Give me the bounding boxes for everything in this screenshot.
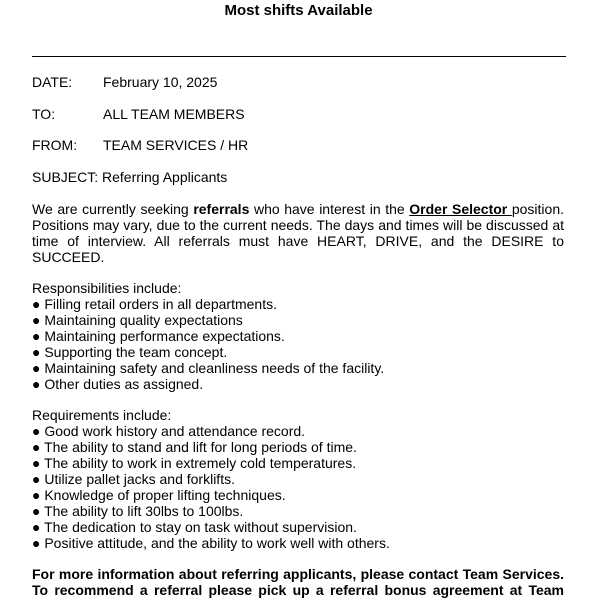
memo-subject-row (32, 168, 227, 186)
contact-paragraph (32, 566, 564, 598)
contact-line-1: For more information about referring applicants, please contact Team Services. (32, 566, 564, 582)
list-item: ● Maintaining performance expectations. (32, 328, 285, 344)
date-value: February 10, 2025 (103, 74, 218, 90)
subject-value: Referring Applicants (102, 169, 228, 185)
list-item: ● The ability to lift 30lbs to 100lbs. (32, 503, 244, 519)
document-title: Most shifts Available (224, 2, 373, 19)
list-item: ● Maintaining quality expectations (32, 312, 243, 328)
responsibilities-section (32, 280, 572, 392)
memo-date-row (32, 73, 217, 91)
list-item: ● Utilize pallet jacks and forklifts. (32, 471, 235, 487)
memo-to-row (32, 105, 245, 123)
intro-text-2: who have interest in the (249, 201, 410, 217)
list-item: ● Filling retail orders in all departments. (32, 296, 277, 312)
from-value: TEAM SERVICES / HR (103, 137, 249, 153)
memo-from-row (32, 136, 248, 154)
requirements-heading: Requirements include: (32, 407, 172, 423)
responsibilities-list (32, 296, 572, 392)
to-value: ALL TEAM MEMBERS (103, 106, 245, 122)
contact-line-2: To recommend a referral please pick up a referral bonus agreement at Team (32, 582, 564, 598)
list-item: ● Supporting the team concept. (32, 344, 228, 360)
referrals-emphasis: referrals (193, 201, 250, 217)
intro-text-3: position. Positions may vary, due to the current needs. The days and times will be discussed at time of interview. All referrals must have HEART, DRIVE, and the DESIRE to SUCCEED. (32, 201, 564, 265)
header-divider (32, 56, 566, 57)
list-item: ● Maintaining safety and cleanliness needs of the facility. (32, 360, 385, 376)
from-label: FROM: (32, 137, 78, 153)
list-item: ● Good work history and attendance record. (32, 423, 306, 439)
list-item: ● Positive attitude, and the ability to work well with others. (32, 535, 390, 551)
requirements-section (32, 407, 572, 551)
requirements-list (32, 423, 572, 551)
list-item: ● The dedication to stay on task without supervision. (32, 519, 357, 535)
list-item: ● Other duties as assigned. (32, 376, 204, 392)
date-label: DATE: (32, 74, 73, 90)
responsibilities-heading: Responsibilities include: (32, 280, 182, 296)
position-title: Order Selector (409, 201, 512, 217)
list-item: ● The ability to stand and lift for long periods of time. (32, 439, 357, 455)
list-item: ● The ability to work in extremely cold temperatures. (32, 455, 357, 471)
list-item: ● Knowledge of proper lifting techniques. (32, 487, 286, 503)
to-label: TO: (32, 106, 56, 122)
intro-text-1: We are currently seeking (32, 201, 194, 217)
intro-paragraph (32, 201, 564, 265)
subject-label: SUBJECT: (32, 169, 99, 185)
